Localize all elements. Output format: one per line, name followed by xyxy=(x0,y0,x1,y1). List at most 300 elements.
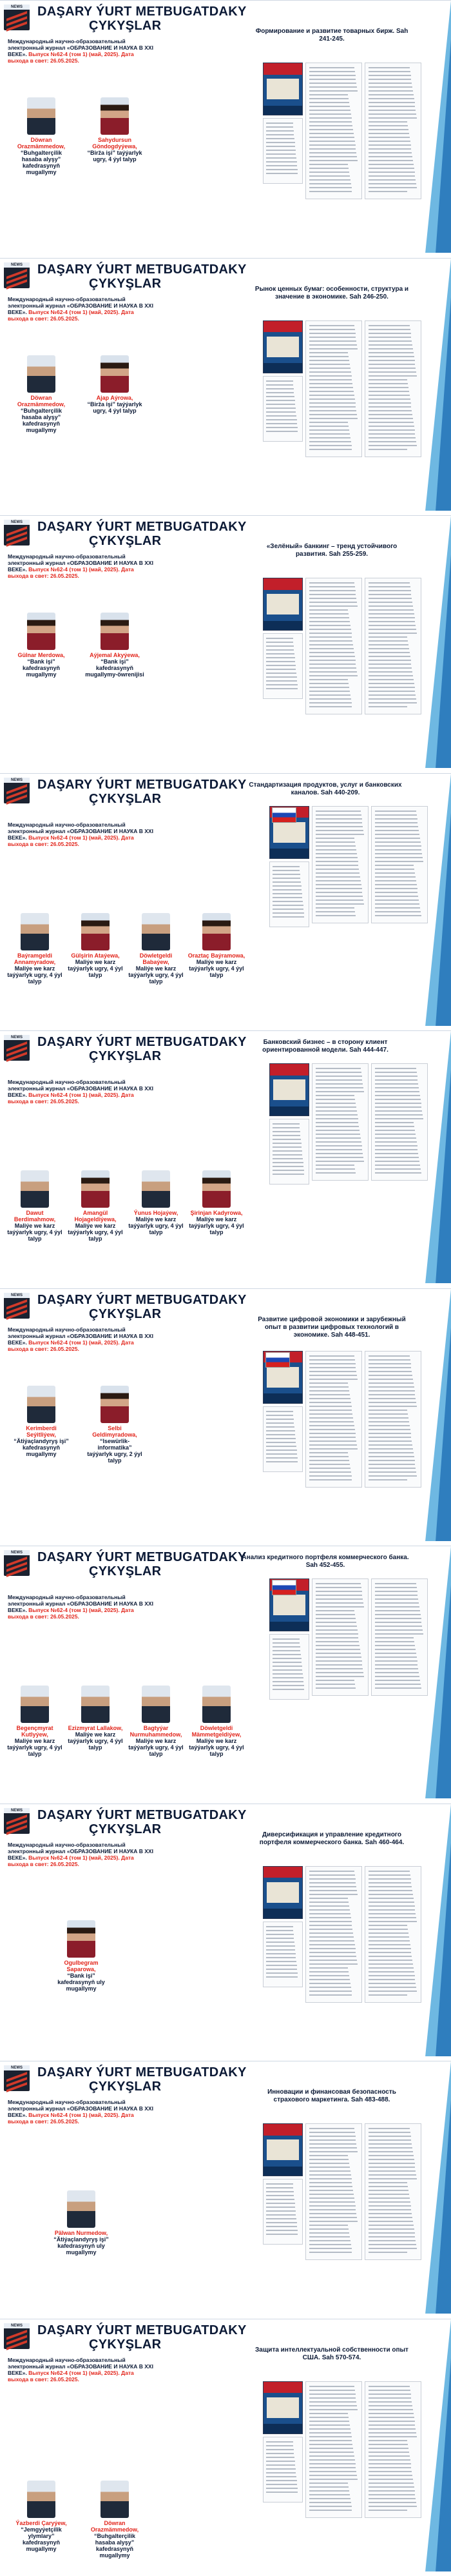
text-line xyxy=(375,1595,417,1596)
text-line xyxy=(369,664,411,665)
text-line xyxy=(309,387,353,388)
slide-title-line1: DAŞARY ÝURT METBUGATDAKY xyxy=(37,5,247,19)
text-line xyxy=(369,590,410,591)
news-logo-label: NEWS xyxy=(4,1293,30,1298)
text-line xyxy=(266,1972,298,1974)
text-line xyxy=(309,337,356,338)
text-line xyxy=(266,1419,294,1420)
cover-image xyxy=(267,1367,299,1388)
text-line xyxy=(309,2494,350,2495)
author-photo xyxy=(202,1170,231,1208)
text-line xyxy=(316,1633,358,1635)
text-line xyxy=(309,364,350,365)
author-position: Maliýe we karz taýýarlyk ugry, 4 ýyl talyp xyxy=(128,965,184,985)
text-line xyxy=(309,1905,349,1907)
text-line xyxy=(266,130,294,132)
text-line xyxy=(309,2409,358,2410)
text-line xyxy=(309,395,354,396)
text-line xyxy=(369,1905,414,1907)
text-line xyxy=(309,625,350,626)
text-line xyxy=(309,660,355,661)
text-line xyxy=(266,2203,295,2204)
author-name: Amangül Hojageldiýewa, xyxy=(74,1210,117,1223)
text-line xyxy=(309,1967,348,1969)
text-line xyxy=(316,822,362,823)
text-line xyxy=(273,1131,300,1132)
article-page xyxy=(365,2123,421,2260)
text-line xyxy=(369,2132,410,2133)
text-line xyxy=(309,2498,350,2499)
text-line xyxy=(309,102,349,103)
author-card xyxy=(12,1386,71,1457)
article-page xyxy=(263,376,303,442)
text-line xyxy=(309,613,349,615)
journal-info xyxy=(8,2357,156,2383)
text-line xyxy=(316,1145,361,1146)
news-logo xyxy=(4,778,30,803)
text-line xyxy=(316,1161,364,1162)
text-line xyxy=(309,422,348,423)
text-line xyxy=(266,134,294,135)
text-line xyxy=(316,1668,363,1669)
text-line xyxy=(375,1664,417,1666)
text-line xyxy=(309,1956,356,1957)
text-line xyxy=(375,1614,421,1615)
text-line xyxy=(369,1429,410,1430)
text-line xyxy=(309,2174,351,2176)
text-line xyxy=(369,1975,414,1976)
slide-title xyxy=(37,1808,282,1836)
text-line xyxy=(273,889,302,890)
text-line xyxy=(375,1618,421,1619)
text-line xyxy=(309,1371,356,1372)
text-line xyxy=(369,691,415,692)
cover-footer xyxy=(270,1106,309,1116)
text-line xyxy=(375,1168,421,1170)
text-line xyxy=(369,83,412,84)
author-position: “Buhgalterçilik hasaba alyşy” kafedrasynyň mugallymy xyxy=(93,2532,135,2559)
text-line xyxy=(369,433,415,435)
text-line xyxy=(309,2139,356,2141)
text-line xyxy=(375,1153,418,1154)
article-page xyxy=(269,1119,309,1185)
text-line xyxy=(369,1386,414,1388)
text-line xyxy=(309,1406,351,1407)
text-line xyxy=(369,375,417,377)
text-line xyxy=(309,648,354,649)
text-line xyxy=(309,2170,350,2172)
text-line xyxy=(369,2190,408,2191)
text-line xyxy=(369,644,408,645)
text-line xyxy=(375,1095,420,1096)
text-line xyxy=(309,1921,351,1922)
text-line xyxy=(309,1975,349,1976)
text-line xyxy=(266,1438,296,1439)
text-line xyxy=(316,826,363,827)
text-line xyxy=(266,676,297,678)
text-line xyxy=(369,2452,409,2453)
text-line xyxy=(316,1079,362,1081)
text-line xyxy=(375,1668,418,1669)
article-title: Защита интеллектуальной собственности опыт США. Sah 570-574. xyxy=(255,2346,408,2361)
text-line xyxy=(309,1433,355,1434)
text-line xyxy=(369,2155,414,2156)
author-card xyxy=(85,1386,144,1464)
text-line xyxy=(273,1139,301,1140)
text-line xyxy=(316,1684,355,1685)
text-line xyxy=(266,2210,296,2212)
text-line xyxy=(369,113,416,115)
text-line xyxy=(369,1979,415,1980)
article-page xyxy=(371,806,428,923)
text-line xyxy=(266,165,298,166)
text-line xyxy=(369,621,415,622)
text-line xyxy=(273,1135,301,1136)
text-line xyxy=(266,161,297,162)
text-line xyxy=(369,352,414,353)
text-line xyxy=(309,1375,357,1376)
text-line xyxy=(309,2236,350,2237)
text-line xyxy=(369,1886,412,1887)
text-line xyxy=(309,671,357,673)
text-line xyxy=(375,1172,421,1174)
text-line xyxy=(266,2226,298,2227)
news-logo xyxy=(4,262,30,288)
text-line xyxy=(309,371,351,373)
author-position: “Bank işi” kafedrasynyň uly mugallymy xyxy=(57,1972,105,1992)
text-line xyxy=(309,110,350,111)
author-card xyxy=(12,97,71,175)
text-line xyxy=(369,90,413,92)
text-line xyxy=(309,679,348,680)
article-page xyxy=(269,861,309,927)
text-line xyxy=(309,137,354,138)
text-line xyxy=(266,1430,295,1431)
text-line xyxy=(309,1413,352,1415)
decor-triangle xyxy=(436,2358,451,2571)
text-line xyxy=(309,391,354,392)
text-line xyxy=(309,605,358,607)
text-line xyxy=(316,1076,361,1077)
text-line xyxy=(369,687,414,688)
text-line xyxy=(273,1143,302,1144)
text-line xyxy=(369,2421,414,2422)
text-line xyxy=(369,679,414,680)
text-line xyxy=(369,2136,410,2137)
text-line xyxy=(369,110,416,111)
text-line xyxy=(369,125,408,126)
slide-title-line2: ÇYKYŞLAR xyxy=(89,1822,162,1836)
journal-cover xyxy=(263,320,303,373)
journal-cover xyxy=(263,2381,303,2434)
text-line xyxy=(369,2252,407,2253)
text-line xyxy=(316,830,363,831)
text-line xyxy=(369,1402,416,1403)
text-line xyxy=(309,633,351,634)
news-logo-label: NEWS xyxy=(4,2323,30,2328)
text-line xyxy=(369,79,411,80)
author-photo xyxy=(101,2481,129,2518)
slide-title-line2: ÇYKYŞLAR xyxy=(89,1306,162,1321)
text-line xyxy=(316,1598,363,1600)
text-line xyxy=(375,1161,419,1162)
decorative-shapes xyxy=(425,1546,451,1798)
author-card xyxy=(85,355,144,414)
text-line xyxy=(375,861,423,862)
article-page xyxy=(263,1406,303,1472)
cover-band xyxy=(264,1867,302,1878)
author-position: “Buhgalterçilik hasaba alyşy” kafedrasynyň mugallymy xyxy=(20,407,62,433)
slide-title xyxy=(37,520,282,548)
text-line xyxy=(309,2155,348,2156)
text-line xyxy=(266,150,296,151)
author-photo xyxy=(21,1170,49,1208)
text-line xyxy=(369,2405,412,2406)
text-line xyxy=(309,1940,354,1942)
text-line xyxy=(309,148,356,150)
text-line xyxy=(316,1126,359,1127)
text-line xyxy=(369,2424,415,2426)
author-position: Maliýe we karz taýýarlyk ugry, 4 ýyl talyp xyxy=(7,965,62,985)
text-line xyxy=(266,2207,296,2208)
slide-title xyxy=(37,2323,282,2352)
text-line xyxy=(316,1106,356,1108)
text-line xyxy=(309,125,352,126)
text-line xyxy=(309,1971,349,1972)
text-line xyxy=(369,325,410,326)
text-line xyxy=(309,2244,351,2245)
journal-info xyxy=(8,1079,156,1105)
text-line xyxy=(316,869,359,870)
author-position: Maliýe we karz taýýarlyk ugry, 4 ýyl talyp xyxy=(128,1738,184,1757)
article-title: Рынок ценных бумаг: особенности, структура и значение в экономике. Sah 246-250. xyxy=(254,285,409,300)
text-line xyxy=(316,1083,363,1085)
text-line xyxy=(273,1154,303,1155)
text-line xyxy=(369,2205,410,2207)
text-line xyxy=(309,2248,351,2249)
cover-footer xyxy=(264,363,302,372)
text-line xyxy=(266,669,296,670)
article-page xyxy=(365,2381,421,2518)
text-line xyxy=(266,427,298,428)
text-line xyxy=(266,1446,296,1447)
text-line xyxy=(369,1437,411,1438)
text-line xyxy=(316,1072,361,1073)
news-logo xyxy=(4,2323,30,2349)
text-line xyxy=(369,383,408,384)
author-photo xyxy=(101,355,129,393)
text-line xyxy=(316,841,355,843)
text-line xyxy=(369,2167,415,2168)
author-position: Maliýe we karz taýýarlyk ugry, 4 ýyl talyp xyxy=(68,958,123,978)
news-logo-label: NEWS xyxy=(4,5,30,10)
text-line xyxy=(369,1956,412,1957)
text-line xyxy=(266,142,295,143)
text-line xyxy=(309,1963,358,1965)
text-line xyxy=(309,2401,356,2403)
text-line xyxy=(309,609,348,611)
text-line xyxy=(266,392,294,393)
journal-issue: Выпуск №62-4 (том 1) (май, 2025). Дата выхода в свет: 26.05.2025. xyxy=(8,1092,134,1105)
cover-footer xyxy=(264,106,302,115)
text-line xyxy=(375,1099,421,1100)
cover-image xyxy=(267,1882,299,1903)
author-name: Begençmyrat Kutlyýew, xyxy=(16,1725,53,1738)
text-line xyxy=(369,1913,416,1914)
text-line xyxy=(369,402,410,404)
text-line xyxy=(309,183,351,184)
text-line xyxy=(309,1379,358,1380)
text-line xyxy=(266,1450,297,1451)
article-page xyxy=(365,1866,421,2003)
text-line xyxy=(273,905,303,906)
decorative-shapes xyxy=(425,2061,451,2314)
author-card xyxy=(5,1686,64,1757)
text-line xyxy=(266,2199,294,2200)
text-line xyxy=(369,368,416,369)
text-line xyxy=(266,1965,297,1966)
author-name: Şirinjan Kadyrowa, xyxy=(190,1210,243,1216)
text-line xyxy=(369,594,411,595)
journal-name: Международный научно-образовательный электронный журнал «ОБРАЗОВАНИЕ И НАУКА В XXI ВЕКЕ». xyxy=(8,1841,153,1861)
text-line xyxy=(369,129,408,130)
text-line xyxy=(266,2445,294,2446)
text-line xyxy=(369,625,416,626)
text-line xyxy=(273,1162,303,1163)
text-line xyxy=(316,1153,363,1154)
text-line xyxy=(375,826,418,827)
text-line xyxy=(316,1591,361,1592)
author-photo xyxy=(142,1686,170,1723)
text-line xyxy=(369,2151,413,2152)
text-line xyxy=(309,582,354,584)
text-line xyxy=(273,1127,300,1128)
text-line xyxy=(309,433,350,435)
text-line xyxy=(316,1110,357,1112)
article-title: Диверсификация и управление кредитного портфеля коммерческого банка. Sah 460-464. xyxy=(259,1831,405,1846)
text-line xyxy=(369,706,407,707)
news-logo xyxy=(4,1035,30,1061)
text-line xyxy=(369,449,407,450)
text-line xyxy=(309,2486,349,2488)
text-line xyxy=(266,157,296,159)
text-line xyxy=(369,2471,412,2472)
text-line xyxy=(309,1398,350,1399)
text-line xyxy=(309,429,349,431)
text-line xyxy=(369,1406,417,1407)
text-line xyxy=(369,598,412,599)
text-line xyxy=(309,2194,354,2195)
text-line xyxy=(375,1610,420,1611)
text-line xyxy=(316,1622,356,1623)
journal-info xyxy=(8,1326,156,1352)
article-page xyxy=(371,1578,428,1696)
text-line xyxy=(273,1677,303,1678)
text-line xyxy=(369,1940,410,1942)
text-line xyxy=(316,1068,361,1069)
journal-name: Международный научно-образовательный электронный журнал «ОБРАЗОВАНИЕ И НАУКА В XXI ВЕКЕ». xyxy=(8,821,153,841)
text-line xyxy=(369,387,408,388)
text-line xyxy=(369,2221,413,2222)
text-line xyxy=(369,1960,412,1961)
text-line xyxy=(309,402,355,404)
text-line xyxy=(309,683,349,684)
cover-image xyxy=(267,594,299,615)
text-line xyxy=(266,1953,296,1954)
text-line xyxy=(309,2132,355,2133)
text-line xyxy=(316,1122,358,1123)
text-line xyxy=(369,652,410,653)
text-line xyxy=(369,364,415,365)
text-line xyxy=(266,1415,294,1416)
text-line xyxy=(309,75,355,76)
text-line xyxy=(316,1610,354,1611)
text-line xyxy=(369,694,416,696)
text-line xyxy=(375,1149,417,1150)
text-line xyxy=(266,2449,294,2450)
text-line xyxy=(375,1676,419,1677)
text-line xyxy=(266,2464,296,2466)
author-name: Selbi Geldimyradowa, xyxy=(92,1424,137,1438)
journal-name: Международный научно-образовательный электронный журнал «ОБРАЗОВАНИЕ И НАУКА В XXI ВЕКЕ». xyxy=(8,38,153,57)
text-line xyxy=(273,1681,304,1682)
flag-image xyxy=(265,1352,290,1368)
text-line xyxy=(369,1991,417,1992)
journal-name: Международный научно-образовательный электронный журнал «ОБРАЗОВАНИЕ И НАУКА В XXI ВЕКЕ». xyxy=(8,1079,153,1098)
text-line xyxy=(316,1168,355,1170)
text-line xyxy=(375,1660,417,1662)
text-line xyxy=(309,2225,348,2226)
slide-title xyxy=(37,5,282,33)
cover-band xyxy=(264,2124,302,2136)
slide-title-line1: DAŞARY ÝURT METBUGATDAKY xyxy=(37,777,247,792)
text-line xyxy=(369,337,411,338)
text-line xyxy=(369,2467,411,2468)
text-line xyxy=(369,1452,414,1453)
text-line xyxy=(273,897,303,898)
decor-triangle xyxy=(436,1843,451,2056)
text-line xyxy=(369,1444,412,1446)
cover-footer xyxy=(264,621,302,630)
journal-name: Международный научно-образовательный электронный журнал «ОБРАЗОВАНИЕ И НАУКА В XXI ВЕКЕ». xyxy=(8,1326,153,1346)
text-line xyxy=(266,1957,296,1958)
text-line xyxy=(309,656,355,657)
text-line xyxy=(369,2159,414,2160)
text-line xyxy=(369,2401,412,2403)
author-photo xyxy=(142,1170,170,1208)
text-line xyxy=(369,1355,410,1357)
flag-image xyxy=(272,1580,296,1595)
text-line xyxy=(369,2506,417,2507)
cover-image xyxy=(273,1595,305,1615)
text-line xyxy=(309,2136,355,2137)
text-line xyxy=(369,2139,411,2141)
text-line xyxy=(369,1909,415,1911)
text-line xyxy=(316,1095,354,1096)
text-line xyxy=(266,645,294,647)
slide-title-line2: ÇYKYŞLAR xyxy=(89,19,162,33)
text-line xyxy=(309,1936,354,1938)
text-line xyxy=(369,1894,413,1895)
text-line xyxy=(309,410,356,411)
text-line xyxy=(273,1689,305,1690)
author-position: “Ätiýaçlandyryş işi” kafedrasynyň mugallymy xyxy=(14,1437,69,1457)
author-position: “Birža işi” taýýarlyk ugry, 4 ýyl talyp xyxy=(87,400,142,414)
article-page xyxy=(365,1351,421,1488)
text-line xyxy=(375,1649,416,1650)
journal-info xyxy=(8,38,156,64)
slide xyxy=(0,1804,451,2056)
